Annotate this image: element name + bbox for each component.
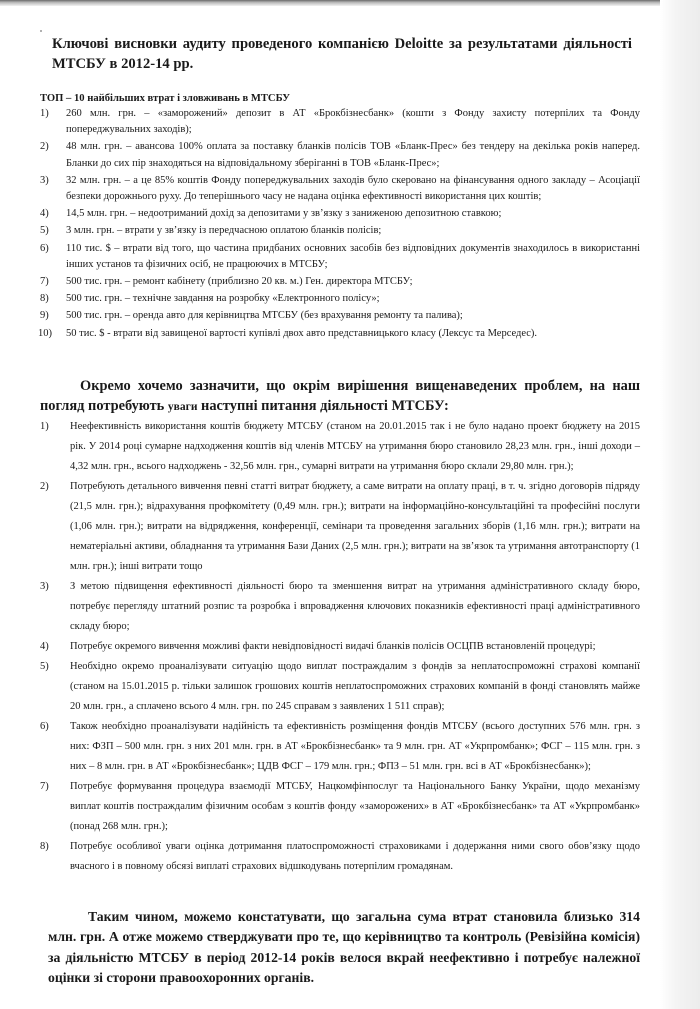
issue-text: Необхідно окремо проаналізувати ситуацію щодо виплат постраждалим з фондів за неплатоспроможні страхові компанії (станом на 15.01.2015 р. тільки залишок грошових коштів неплатоспроможних страхових компаній в фонді становлять майже 20 млн. грн., а сплачено всього 4 млн. грн. по 245 справам з заявлених 1 511 справ);: [70, 660, 640, 712]
issue-item: [40, 477, 640, 577]
issue-item: [40, 777, 640, 837]
conclusion-paragraph: Таким чином, можемо констатувати, що загальна сума втрат становила близько 314 млн. грн. А отже можемо стверджувати про те, що керівництво та контроль (Ревізійна комісія) за діяльністю МТСБУ в період 2012-14 років велося вкрай неефективно і потребує належної оцінки зі сторони правоохоронних органів.: [48, 908, 640, 986]
issue-text: Потребують детального вивчення певні статті витрат бюджету, а саме витрати на оплату праці, в т. ч. згідно договорів підряду (21,5 млн. грн.); відрахування профкомітету (0,49 млн. грн.); витрати на інформаційно-консультаційні та професійні послуги (1,06 млн. грн.); витрати на відрядження, конференції, семінари та проведення загальних зборів (1,16 млн. грн.); витрати на нематеріальні активи, обладнання та утримання Бази Даних (2,5 млн. грн.); витрати на зв’язок та утримання автотранспорту (1 млн. грн.); інші витрати тощо: [70, 480, 640, 572]
top-losses-list: [40, 106, 640, 342]
issue-text: Неефективність використання коштів бюджету МТСБУ (станом на 20.01.2015 так і не було надано проект бюджету на 2015 рік. У 2014 році сумарне надходження коштів від членів МТСБУ на утримання бюро становило 28,23 млн. грн., інші доходи – 4,32 млн. грн., всього надходжень - 32,56 млн. грн., сумарні витрати на утримання бюро склали 29,80 млн. грн.);: [70, 420, 640, 472]
loss-text: 260 млн. грн. – «заморожений» депозит в АТ «Брокбізнесбанк» (кошти з Фонду захисту потерпілих та Фонду попереджувальних заходів);: [66, 108, 640, 136]
loss-item: [40, 223, 640, 239]
issue-number: 4): [40, 640, 49, 652]
loss-number: 10): [38, 327, 52, 339]
top-losses-heading: ТОП – 10 найбільших втрат і зловживань в МТСБУ: [40, 93, 290, 104]
issue-text: З метою підвищення ефективності діяльності бюро та зменшення витрат на утримання адміністративного складу бюро, потребує перегляду штатний розпис та розробка і впровадження ключових показників ефективності праці адміністративного складу бюро;: [70, 580, 640, 632]
loss-item: [40, 241, 640, 273]
issue-number: 5): [40, 660, 49, 672]
loss-text: 14,5 млн. грн. – недоотриманий дохід за депозитами у зв’язку з заниженою депозитною ставкою;: [66, 208, 502, 220]
issue-text: Також необхідно проаналізувати надійність та ефективність розміщення фондів МТСБУ (всього доступних 576 млн. грн. з них: ФЗП – 500 млн. грн. з них 201 млн. грн. в АТ «Брокбізнесбанк» та 9 млн. грн. АТ «Укрпромбанк»; ФСГ – 115 млн. грн. з них – 8 млн. грн. в АТ «Брокбізнесбанк»; ЦДВ ФСГ – 179 млн. грн.; ФПЗ – 51 млн. грн. всі в АТ «Брокбізнесбанк»);: [70, 720, 640, 772]
loss-number: 3): [40, 174, 49, 186]
loss-item: [40, 173, 640, 205]
issue-number: 2): [40, 480, 49, 492]
issue-item: [40, 577, 640, 637]
loss-text: 500 тис. грн. – ремонт кабінету (приблизно 20 кв. м.) Ген. директора МТСБУ;: [66, 276, 413, 288]
issues-intro: [40, 376, 640, 417]
loss-text: 32 млн. грн. – а це 85% коштів Фонду попереджувальних заходів було скеровано на фінансування одного закладу – Асоціації безпеки дорожнього руху. До теперішнього часу не надана оцінка ефективності використання цих коштів;: [66, 174, 640, 203]
issue-item: [40, 717, 640, 777]
loss-item: [40, 206, 640, 222]
issue-number: 3): [40, 580, 49, 592]
issue-number: 6): [40, 720, 49, 732]
loss-item: [40, 139, 640, 171]
issue-text: Потребує формування процедура взаємодії МТСБУ, Нацкомфінпослуг та Національного Банку України, щодо механізму виплат коштів постраждалим фізичним особам з коштів фонду «заморожених» в АТ «Брокбізнесбанк» та АТ «Укрпромбанк» (понад 268 млн. грн.);: [70, 780, 640, 832]
loss-number: 1): [40, 108, 49, 119]
issue-text: Потребує окремого вивчення можливі факти невідповідності видачі бланків полісів ОСЦПВ встановленій процедурі;: [70, 640, 596, 652]
loss-item: [40, 326, 640, 342]
loss-item: [40, 308, 640, 324]
loss-text: 48 млн. грн. – авансова 100% оплата за поставку бланків полісів ТОВ «Бланк-Прес» без тендеру на декілька років наперед. Бланки до сих пір знаходяться на відповідальному зберіганні в ТОВ «Бланк-Прес»;: [66, 141, 640, 169]
loss-item: [40, 274, 640, 290]
loss-number: 6): [40, 242, 49, 254]
issues-list: [40, 417, 640, 877]
loss-text: 500 тис. грн. – технічне завдання на розробку «Електронного полісу»;: [66, 293, 380, 305]
loss-text: 500 тис. грн. – оренда авто для керівництва МТСБУ (без врахування ремонту та палива);: [66, 310, 463, 322]
issue-number: 7): [40, 780, 49, 792]
loss-text: 50 тис. $ - втрати від завищеної вартості купівлі двох авто представницького класу (Лексус та Мерседес).: [66, 327, 538, 339]
issue-item: [40, 837, 640, 877]
issue-text: Потребує особливої уваги оцінка дотримання платоспроможності страховиками і додержання ними свого обов’язку щодо вчасного і в повному обсязі виплаті страхових відшкодувань потерпілим громадянам.: [70, 840, 640, 872]
loss-text: 110 тис. $ – втрати від того, що частина придбаних основних засобів без відповідних документів знаходилось в використанні інших установ та фізичних осіб, не працюючих в МТСБУ;: [66, 242, 640, 270]
issue-item: [40, 637, 640, 657]
loss-item: [40, 291, 640, 307]
loss-item: [40, 106, 640, 138]
issue-number: 8): [40, 840, 49, 852]
loss-number: 5): [40, 225, 49, 237]
issue-number: 1): [40, 420, 49, 432]
loss-number: 8): [40, 293, 49, 305]
loss-number: 4): [40, 208, 49, 220]
loss-number: 2): [40, 141, 49, 153]
loss-text: 3 млн. грн. – втрати у зв’язку із передчасною оплатою бланків полісів;: [66, 225, 382, 237]
issue-item: [40, 417, 640, 477]
loss-number: 9): [40, 310, 49, 322]
document-title: Ключові висновки аудиту проведеного компанією Deloitte за результатами діяльності МТСБУ в 2012-14 рр.: [52, 36, 632, 72]
issues-intro-part: уваги: [167, 400, 198, 413]
issue-item: [40, 657, 640, 717]
loss-number: 7): [40, 276, 49, 288]
issues-intro-part: наступні питання діяльності МТСБУ:: [197, 397, 449, 414]
issues-intro-part: Окремо хочемо зазначити, що окрім вирішення вищенаведених проблем, на наш погляд потребують: [40, 377, 640, 414]
